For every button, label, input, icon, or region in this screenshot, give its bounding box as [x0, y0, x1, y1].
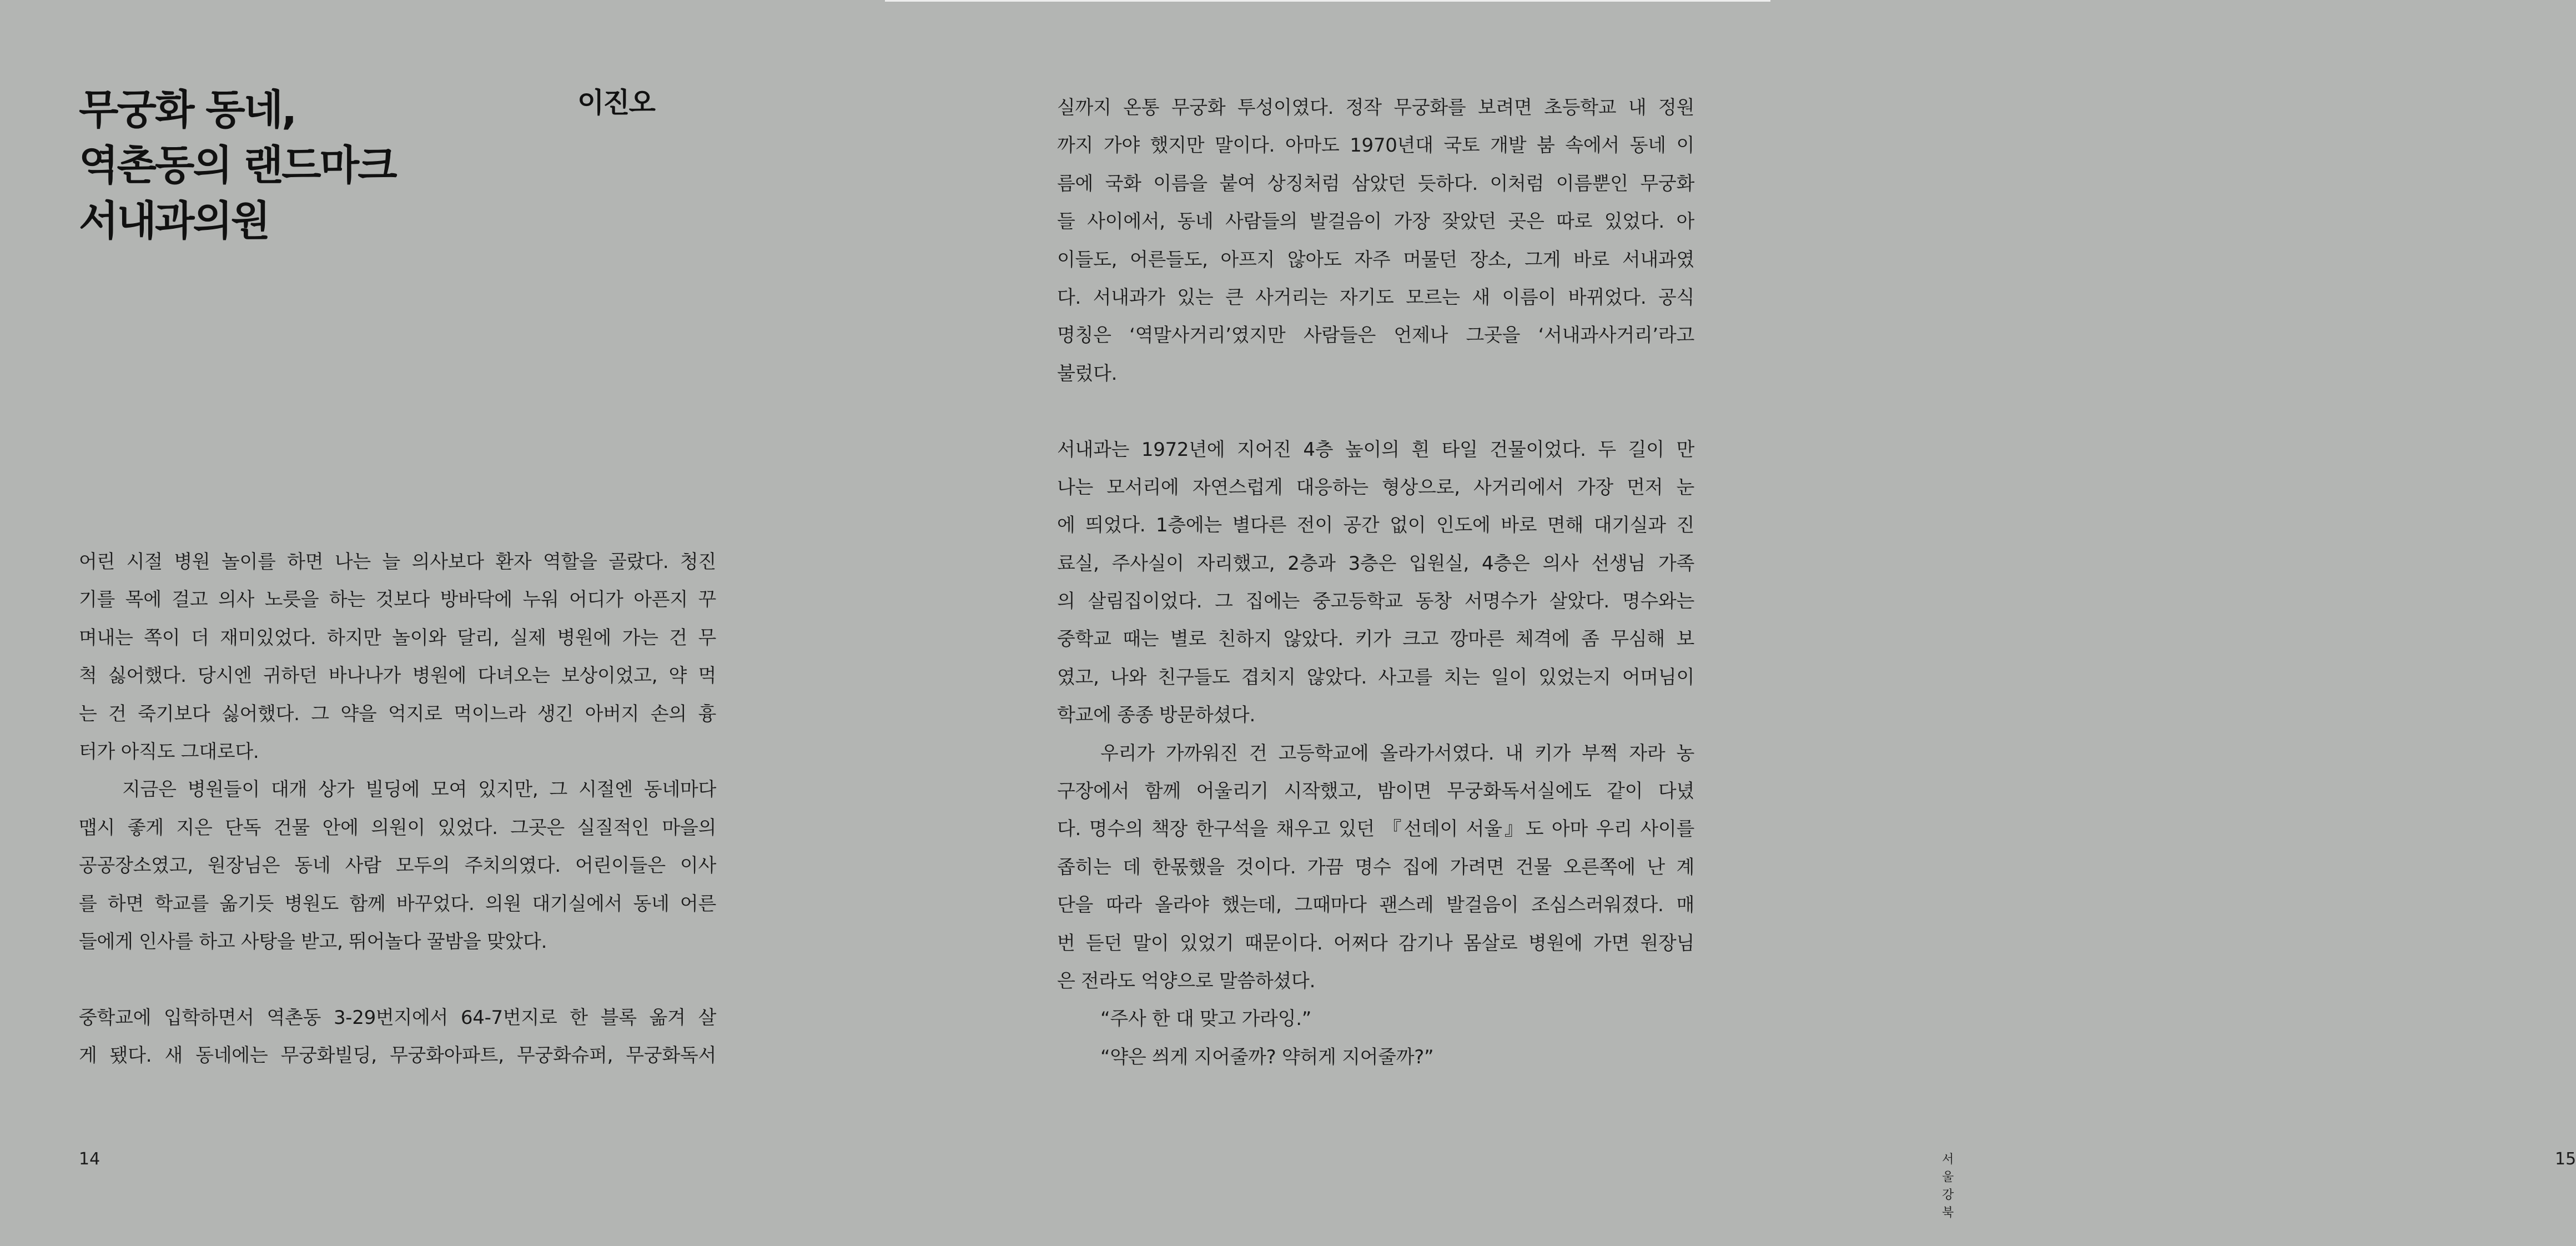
text-line: 들에게 인사를 하고 사탕을 받고, 뛰어놀다 꿀밤을 맞았다.: [79, 930, 547, 953]
text-line: 실까지 온통 무궁화 투성이였다. 정작 무궁화를 보려면 초등학교 내 정원: [1057, 97, 1694, 119]
right-page: [885, 0, 2576, 1246]
text-line: 였고, 나와 친구들도 겹치지 않았다. 사고를 치는 일이 있었는지 어머님이: [1057, 666, 1694, 689]
text-line: 중학교에 입학하면서 역촌동 3-29번지에서 64-7번지로 한 블록 옮겨 살: [79, 1006, 716, 1029]
text-line: 맵시 좋게 지은 단독 건물 안에 의원이 있었다. 그곳은 실질적인 마을의: [79, 816, 716, 839]
paragraph-gap: [1057, 393, 1694, 430]
text-line: 들 사이에서, 동네 사람들의 발걸음이 가장 잦았던 곳은 따로 있었다. 아: [1057, 210, 1694, 233]
author-name: 이진오: [577, 87, 655, 119]
left-page: [0, 0, 885, 1246]
text-line: 다. 명수의 책장 한구석을 채우고 있던 『선데이 서울』도 아마 우리 사이를: [1057, 818, 1694, 841]
text-line: 에 띄었다. 1층에는 별다른 전이 공간 없이 인도에 바로 면해 대기실과 진: [1057, 514, 1694, 537]
title-line-3: 서내과의원: [79, 197, 269, 245]
text-line: 이들도, 어른들도, 아프지 않아도 자주 머물던 장소, 그게 바로 서내과였: [1057, 248, 1694, 271]
dialogue-line: “주사 한 대 맞고 가라잉.”: [1100, 1008, 1312, 1031]
paragraph-gap: [79, 961, 716, 998]
text-line: 기를 목에 걸고 의사 노릇을 하는 것보다 방바닥에 누워 어디가 아픈지 꾸: [79, 589, 716, 611]
text-line: 불렀다.: [1057, 362, 1118, 385]
text-line: 단을 따라 올라야 했는데, 그때마다 괜스레 발걸음이 조심스러워졌다. 매: [1057, 894, 1694, 917]
text-line: 공공장소였고, 원장님은 동네 사람 모두의 주치의였다. 어린이들은 이사: [79, 855, 716, 877]
text-line: 다. 서내과가 있는 큰 사거리는 자기도 모르는 새 이름이 바뀌었다. 공식: [1057, 286, 1694, 309]
text-line: 터가 아직도 그대로다.: [79, 740, 259, 763]
left-body-text: [79, 543, 716, 1074]
title-line-1: 무궁화 동네,: [79, 86, 296, 134]
page-number-left: 14: [79, 1149, 100, 1169]
text-line: 번 듣던 말이 있었기 때문이다. 어쩌다 감기나 몸살로 병원에 가면 원장님: [1057, 932, 1694, 954]
page-number-right: 15: [2555, 1149, 2576, 1169]
text-line: 료실, 주사실이 자리했고, 2층과 3층은 입원실, 4층은 의사 선생님 가족: [1057, 552, 1694, 575]
text-line: 게 됐다. 새 동네에는 무궁화빌딩, 무궁화아파트, 무궁화슈퍼, 무궁화독서: [79, 1044, 716, 1067]
text-line: 름에 국화 이름을 붙여 상징처럼 삼았던 듯하다. 이처럼 이름뿐인 무궁화: [1057, 172, 1694, 195]
text-line: 지금은 병원들이 대개 상가 빌딩에 모여 있지만, 그 시절엔 동네마다: [122, 778, 716, 801]
title-line-2: 역촌동의 랜드마크: [79, 142, 396, 189]
text-line: 중학교 때는 별로 친하지 않았다. 키가 크고 깡마른 체격에 좀 무심해 보: [1057, 628, 1694, 651]
text-line: 를 하면 학교를 옮기듯 병원도 함께 바꾸었다. 의원 대기실에서 동네 어른: [79, 892, 716, 915]
text-line: 나는 모서리에 자연스럽게 대응하는 형상으로, 사거리에서 가장 먼저 눈: [1057, 476, 1694, 499]
text-line: 명칭은 ‘역말사거리’였지만 사람들은 언제나 그곳을 ‘서내과사거리’라고: [1057, 324, 1694, 347]
text-line: 우리가 가까워진 건 고등학교에 올라가서였다. 내 키가 부쩍 자라 농: [1100, 742, 1694, 765]
running-footer: 서울 강북: [1942, 1153, 1954, 1220]
right-body-text: [1057, 89, 1694, 1076]
text-line: 좁히는 데 한몫했을 것이다. 가끔 명수 집에 가려면 건물 오른쪽에 난 계: [1057, 856, 1694, 878]
text-line: 어린 시절 병원 놀이를 하면 나는 늘 의사보다 환자 역할을 골랐다. 청진: [79, 551, 716, 573]
text-line: 의 살림집이었다. 그 집에는 중고등학교 동창 서명수가 살았다. 명수와는: [1057, 590, 1694, 613]
text-line: 척 싫어했다. 당시엔 귀하던 바나나가 병원에 다녀오는 보상이었고, 약 먹: [79, 665, 716, 687]
text-line: 은 전라도 억양으로 말씀하셨다.: [1057, 969, 1316, 992]
article-title: [79, 82, 501, 249]
text-line: 는 건 죽기보다 싫어했다. 그 약을 억지로 먹이느라 생긴 아버지 손의 흉: [79, 702, 716, 725]
dialogue-line: “약은 씌게 지어줄까? 약허게 지어줄까?”: [1100, 1046, 1434, 1068]
text-line: 학교에 종종 방문하셨다.: [1057, 704, 1255, 727]
text-line: 서내과는 1972년에 지어진 4층 높이의 흰 타일 건물이었다. 두 길이 만: [1057, 438, 1694, 461]
text-line: 며내는 쪽이 더 재미있었다. 하지만 놀이와 달리, 실제 병원에 가는 건 무: [79, 626, 716, 649]
text-line: 구장에서 함께 어울리기 시작했고, 밤이면 무궁화독서실에도 같이 다녔: [1057, 780, 1694, 803]
text-line: 까지 가야 했지만 말이다. 아마도 1970년대 국토 개발 붐 속에서 동네 이: [1057, 134, 1694, 157]
